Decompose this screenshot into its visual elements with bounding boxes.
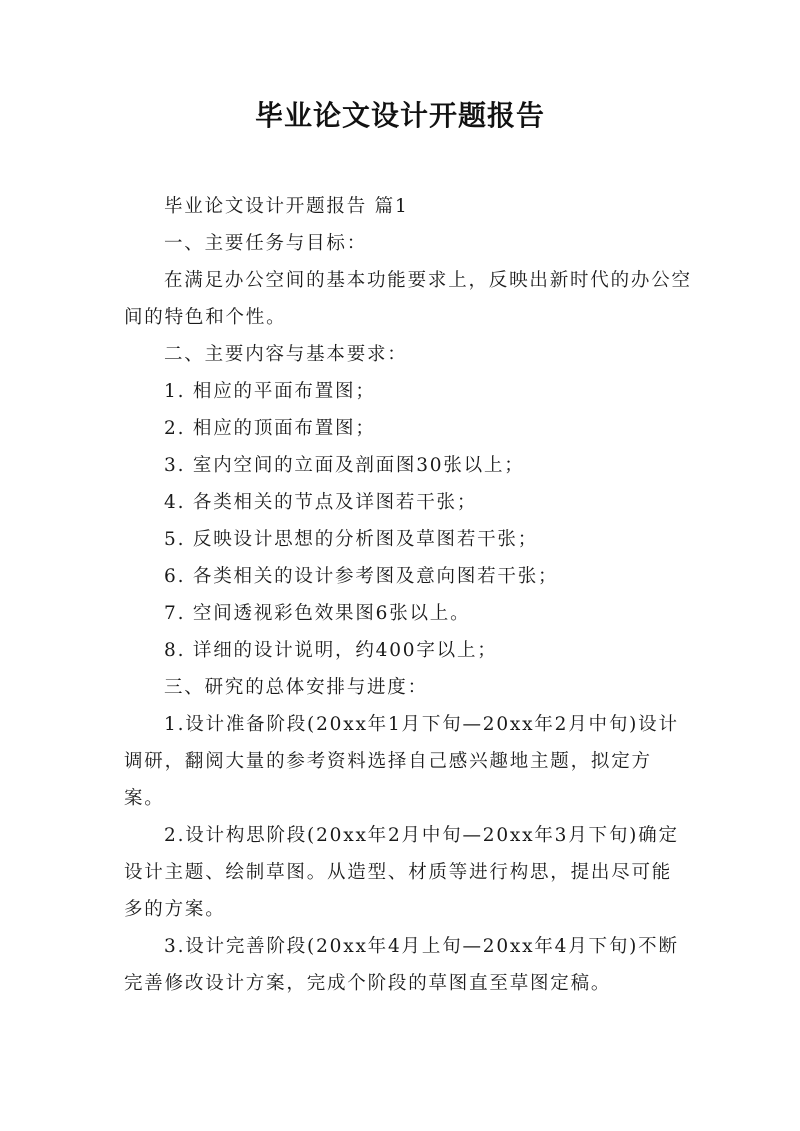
schedule-stage: 2.设计构思阶段(20xx年2月中旬—20xx年3月下旬)确定设计主题、绘制草图。从造型、材质等进行构思，提出尽可能多的方案。 [124,825,679,920]
document-body [124,188,692,1002]
section-heading: 毕业论文设计开题报告 篇1 [164,196,409,217]
page-title: 毕业论文设计开题报告 [254,99,545,132]
schedule-stage: 1.设计准备阶段(20xx年1月下旬—20xx年2月中旬)设计调研，翻阅大量的参考资料选择自己感兴趣地主题，拟定方案。 [124,714,679,809]
list-item: 8. 详细的设计说明，约400字以上； [164,640,498,661]
heading-schedule: 三、研究的总体安排与进度： [164,677,428,698]
list-item: 2. 相应的顶面布置图； [164,418,376,439]
paragraph-goal: 在满足办公空间的基本功能要求上，反映出新时代的办公空间的特色和个性。 [124,270,692,328]
heading-tasks-goals: 一、主要任务与目标： [164,233,368,254]
list-item: 4. 各类相关的节点及详图若干张； [164,492,478,513]
list-item: 7. 空间透视彩色效果图6张以上。 [164,603,471,624]
list-item: 5. 反映设计思想的分析图及草图若干张； [164,529,539,550]
heading-content-requirements: 二、主要内容与基本要求： [164,344,408,365]
list-item: 3. 室内空间的立面及剖面图30张以上； [164,455,525,476]
list-item: 6. 各类相关的设计参考图及意向图若干张； [164,566,559,587]
list-item: 1. 相应的平面布置图； [164,381,376,402]
schedule-stage: 3.设计完善阶段(20xx年4月上旬—20xx年4月下旬)不断完善修改设计方案，完成个阶段的草图直至草图定稿。 [124,936,679,994]
